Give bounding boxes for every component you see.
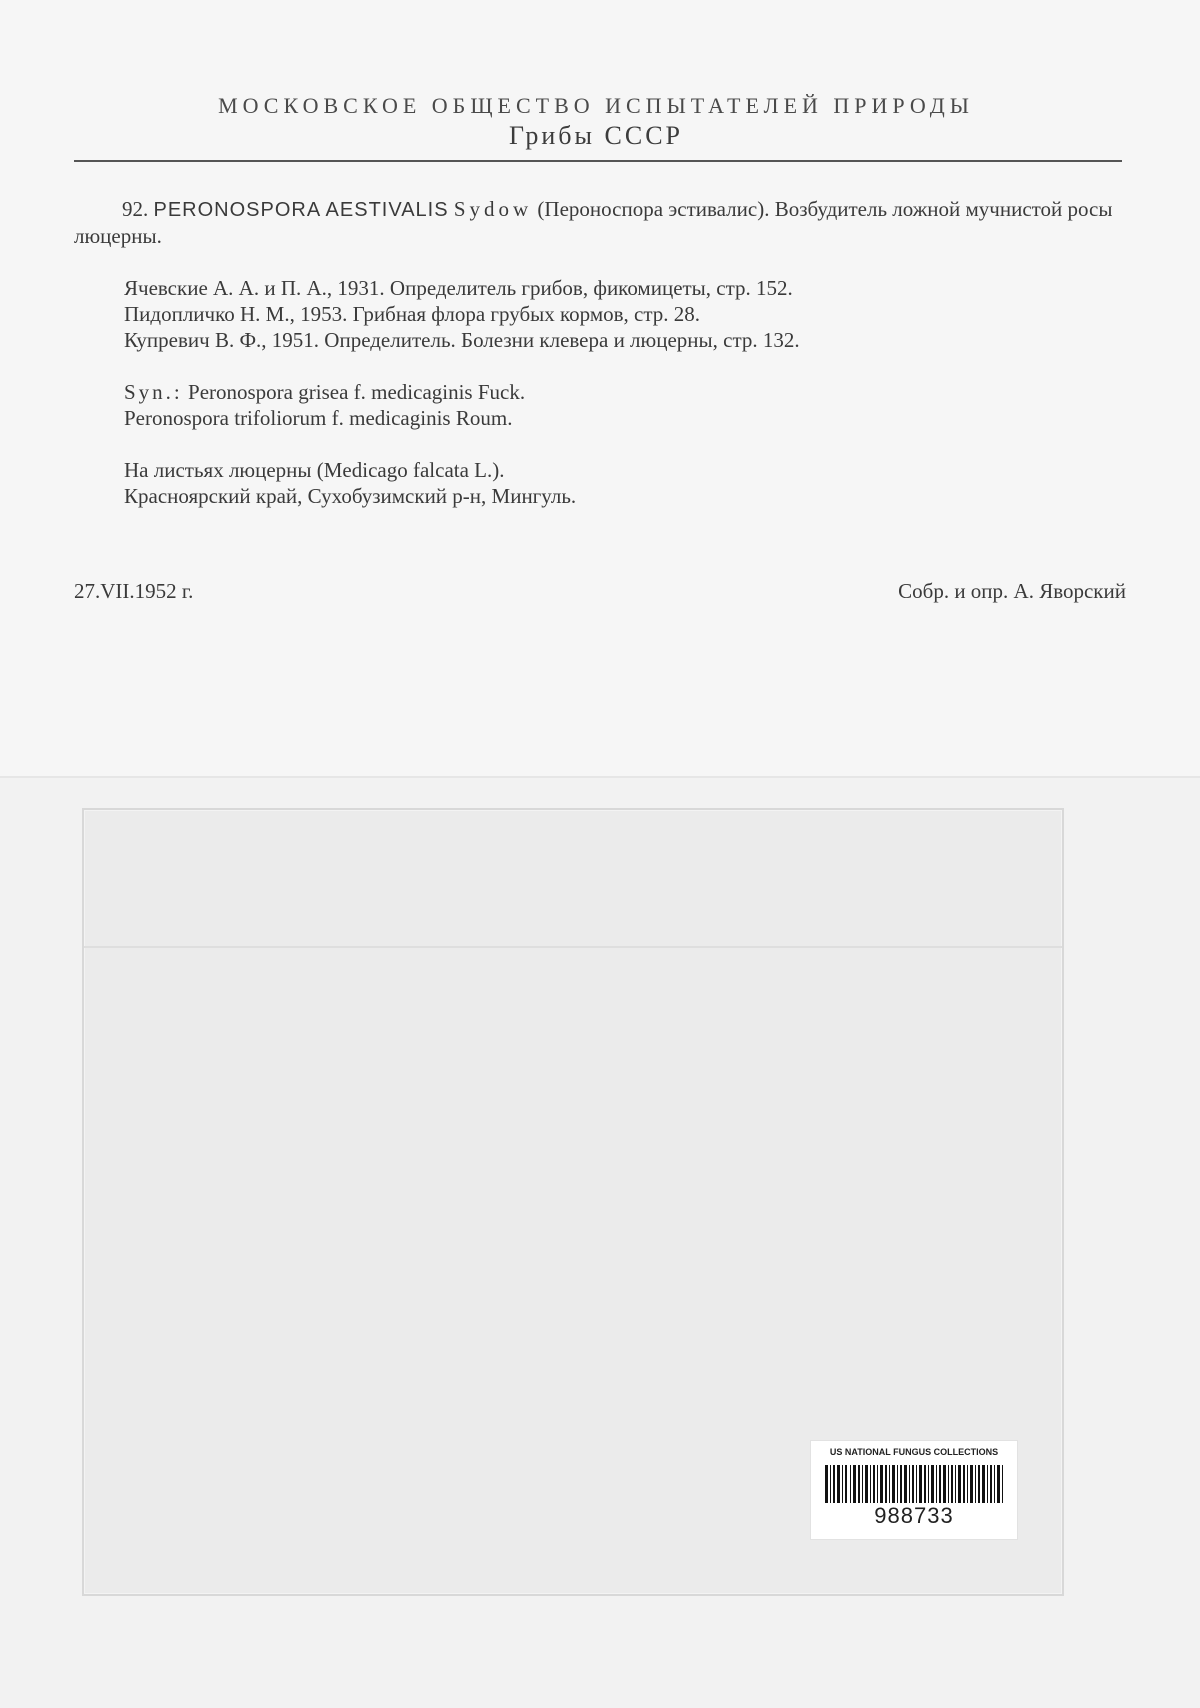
reference-item: Купревич В. Ф., 1951. Определитель. Болезни клевера и люцерны, стр. 132. (124, 328, 800, 352)
packet-flap (84, 946, 1062, 948)
synonym-item (124, 379, 1124, 405)
species-name: PERONOSPORA AESTIVALIS (153, 199, 449, 221)
label-header (70, 92, 1122, 152)
label-body (74, 196, 1124, 535)
synonyms-block (124, 379, 1124, 431)
species-author: Sydow (453, 197, 533, 221)
printed-label (0, 0, 1200, 778)
society-name: МОСКОВСКОЕ ОБЩЕСТВО ИСПЫТАТЕЛЕЙ ПРИРОДЫ (218, 93, 974, 118)
barcode-number: 988733 (874, 1503, 954, 1528)
reference-item: Ячевские А. А. и П. А., 1931. Определитель грибов, фикомицеты, стр. 152. (124, 276, 793, 300)
synonym-item: Peronospora trifoliorum f. medicaginis Roum. (124, 406, 513, 430)
barcode-institution: US NATIONAL FUNGUS COLLECTIONS (829, 1447, 999, 1457)
header-rule (74, 160, 1122, 162)
references-block (124, 275, 1124, 353)
series-title: Грибы СССР (509, 121, 683, 150)
barcode-label (810, 1440, 1018, 1540)
location-line: Красноярский край, Сухобузимский р-н, Мингуль. (124, 484, 577, 508)
host-line: На листьях люцерны (Medicago falcata L.). (124, 458, 505, 482)
reference-item: Пидопличко Н. М., 1953. Грибная флора грубых кормов, стр. 28. (124, 302, 701, 326)
synonyms-label: Syn.: (124, 380, 183, 404)
collector: Собр. и опр. А. Яворский (898, 579, 1126, 603)
species-description: (Пероноспора эстивалис). Возбудитель ложной мучнистой росы люцерны. (74, 197, 1113, 248)
synonym-text: Peronospora grisea f. medicaginis Fuck. (188, 380, 526, 404)
barcode-icon (825, 1465, 1003, 1503)
species-number: 92. (122, 197, 149, 221)
species-entry (74, 196, 1124, 249)
collection-date: 27.VII.1952 г. (74, 579, 194, 603)
locality-block (124, 457, 1124, 509)
